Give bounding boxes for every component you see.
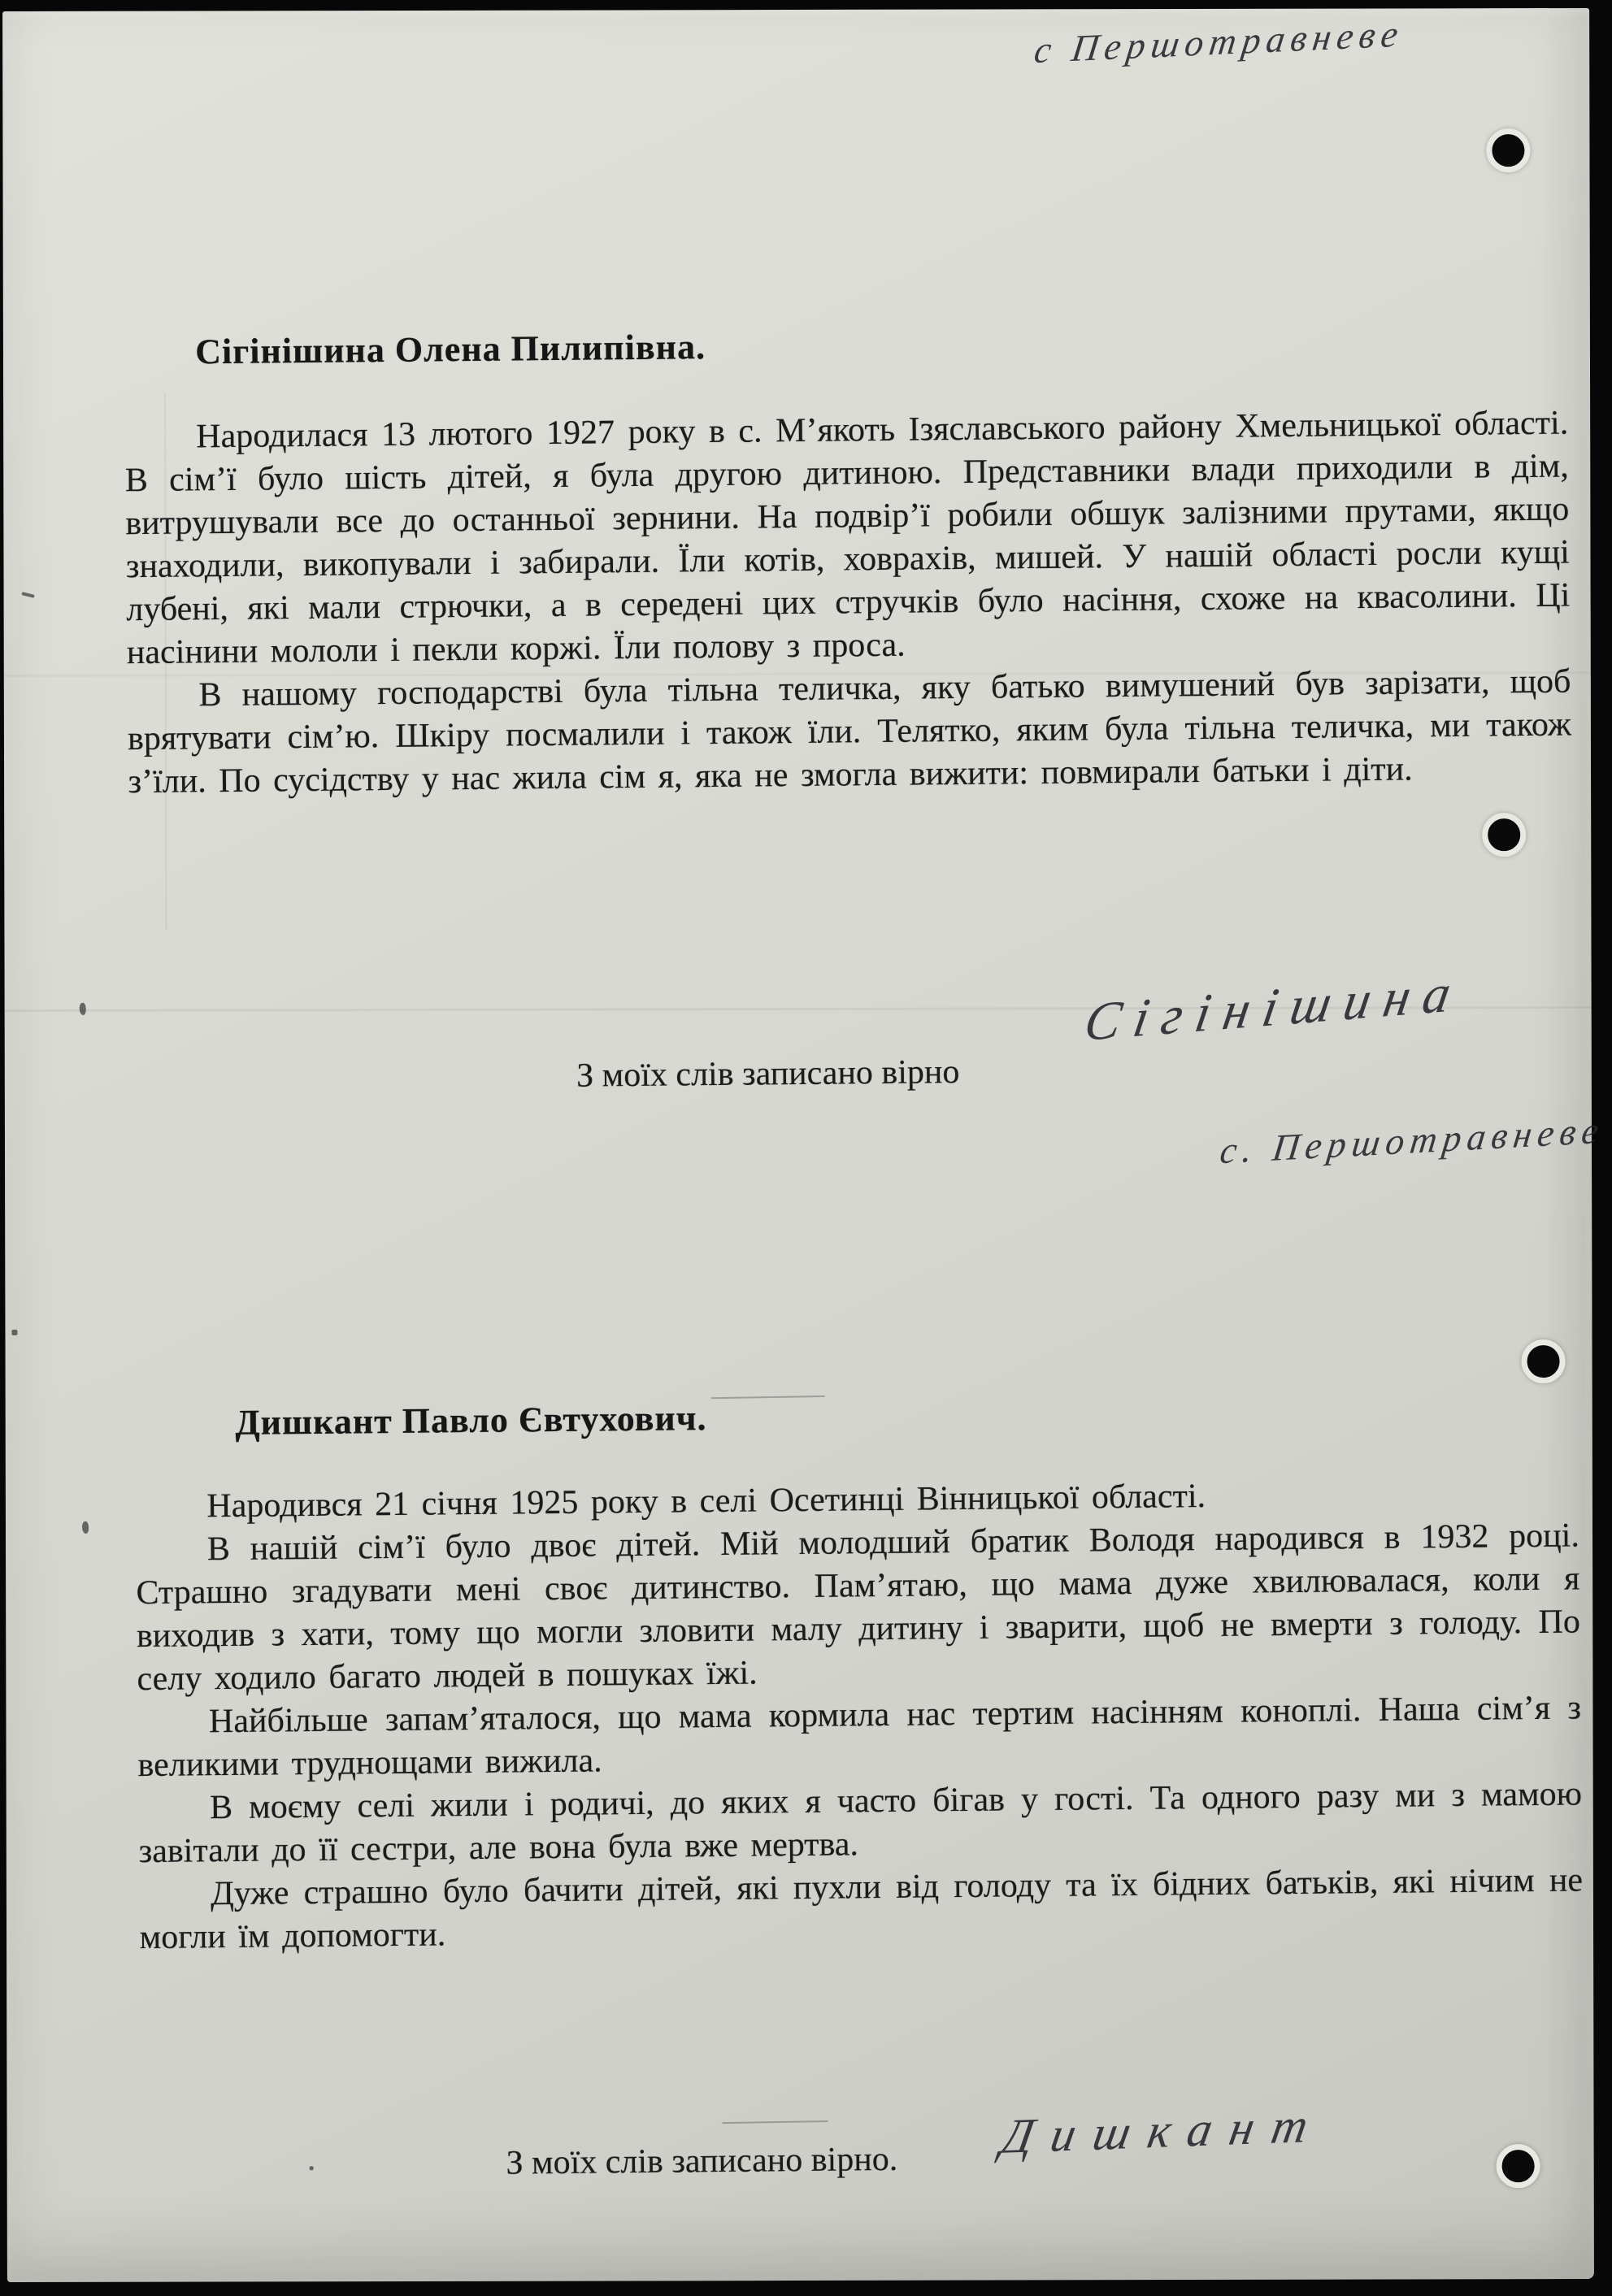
testimony2-paragraph-2: В нашій сім’ї було двоє дітей. Мій молодший братик Володя народився в 1932 році. Страшно згадувати мені своє дитинство. Пам’ятаю, що мама дуже хвилювалася, коли я виходив з хати, тому що могли зловити малу дитину і зварити, щоб не вмерти з голоду. По селу ходило багато людей в пошуках їжі.	[136, 1517, 1581, 1699]
testimony1-text	[124, 402, 1572, 805]
testimony2-paragraph-4: В моєму селі жили і родичі, до яких я часто бігав у гості. Та одного разу ми з мамою завітали до її сестри, але вона була вже мертва.	[138, 1775, 1583, 1871]
testimony2-paragraph-3: Найбільше запам’яталося, що мама кормила нас тертим насінням коноплі. Наша сім’я з великими труднощами вижила.	[137, 1689, 1582, 1785]
testimony1-paragraph-1: Народилася 13 лютого 1927 року в с. М’якоть Ізяславського району Хмельницької області. В сім’ї було шість дітей, я була другою дитиною. Представники влади приходили в дім, витрушували все до останньої зернини. На подвір’ї робили обшук залізними прутами, якщо знаходили, викопували і забирали. Їли котів, ховрахів, мишей. У нашій області росли кущі лубені, які мали стрючки, а в середені цих стручків було насіння, схоже на квасолини. Ці насінини мололи і пекли коржі. Їли полову з проса.	[124, 404, 1571, 672]
document-page	[2, 8, 1607, 2282]
testimony2-text	[135, 1471, 1584, 1960]
signature-dyshkant: Дишкант	[997, 2098, 1331, 2164]
testimony1-heading: Сігінішина Олена Пилипівна.	[195, 327, 706, 372]
testimony2-paragraph-5: Дуже страшно було бачити дітей, які пухли від голоду та їх бідних батьків, які нічим не могли їм допомогти.	[139, 1861, 1584, 1957]
testimony1-paragraph-2: В нашому господарстві була тільна теличка, яку батько вимушений був зарізати, щоб врятувати сім’ю. Шкіру посмалили і також їли. Телятко, яким була тільна теличка, ми також з’їли. По сусідству у нас жила сім я, яка не змогла вижити: повмирали батьки і діти.	[127, 662, 1572, 801]
testimony1-attestation: З моїх слів записано вірно	[576, 1053, 960, 1095]
handwritten-village-annotation-top: с Першотравневе	[1032, 12, 1406, 72]
signature-sihinishyna: Сігінішина	[1080, 961, 1468, 1053]
testimony2-attestation: З моїх слів записано вірно.	[506, 2140, 898, 2182]
testimony2-heading: Дишкант Павло Євтухович.	[235, 1398, 707, 1443]
handwritten-village-annotation-middle: с. Першотравневе	[1218, 1109, 1607, 1172]
testimony2-paragraph-1: Народився 21 січня 1925 року в селі Осетинці Вінницької області.	[206, 1478, 1206, 1526]
page-content	[0, 2, 1607, 2288]
